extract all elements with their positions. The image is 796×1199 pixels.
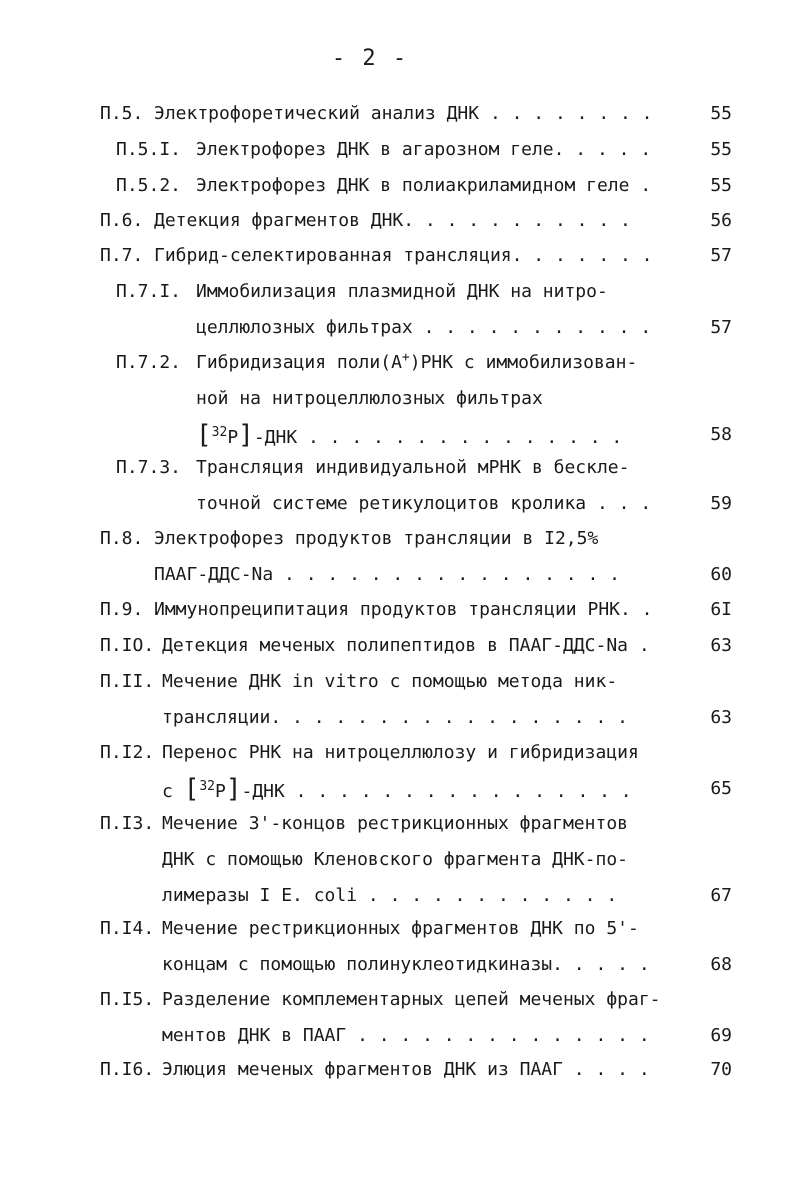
entry-title-line: Гибридизация поли(А+)РНК с иммобилизован- bbox=[196, 350, 638, 373]
toc-entry bbox=[100, 664, 732, 736]
entry-title: Электрофорез ДНК в агарозном геле. . . . . bbox=[196, 139, 652, 160]
entry-page: 57 bbox=[710, 245, 732, 266]
entry-title-line: ПААГ-ДДС-Na . . . . . . . . . . . . . . . . bbox=[154, 564, 620, 585]
entry-number: П.IO. bbox=[100, 635, 155, 656]
entry-number: П.6. bbox=[100, 210, 144, 231]
superscript: + bbox=[401, 350, 410, 365]
toc-entry bbox=[100, 911, 732, 983]
toc-entry bbox=[100, 132, 732, 168]
entry-page: 57 bbox=[710, 317, 732, 338]
entry-title-line: трансляции. . . . . . . . . . . . . . . . . bbox=[162, 707, 628, 728]
toc-entry bbox=[100, 806, 732, 914]
page-number: - 2 - bbox=[331, 46, 409, 71]
toc-entry bbox=[100, 238, 732, 274]
entry-number: П.5.2. bbox=[116, 175, 182, 196]
toc-entry bbox=[100, 735, 732, 807]
entry-number: П.I6. bbox=[100, 1059, 155, 1080]
entry-title-line: точной системе ретикулоцитов кролика . . . bbox=[196, 493, 652, 514]
entry-title-line: Разделение комплементарных цепей меченых фраг- bbox=[162, 989, 661, 1010]
entry-title-line: Перенос РНК на нитроцеллюлозу и гибридизация bbox=[162, 742, 639, 763]
toc-entry bbox=[100, 628, 732, 664]
toc-entry bbox=[100, 168, 732, 204]
entry-page: 58 bbox=[710, 424, 732, 445]
superscript: 32 bbox=[211, 425, 228, 440]
entry-title: Элюция меченых фрагментов ДНК из ПААГ . . . . bbox=[162, 1059, 650, 1080]
entry-page: 67 bbox=[710, 885, 732, 906]
entry-title: Детекция фрагментов ДНК. . . . . . . . . . . bbox=[154, 210, 631, 231]
entry-title-line: ной на нитроцеллюлозных фильтрах bbox=[196, 388, 543, 409]
entry-number: П.8. bbox=[100, 528, 144, 549]
entry-title-line: концам с помощью полинуклеотидкиназы. . . . . bbox=[162, 954, 650, 975]
entry-number: П.5. bbox=[100, 103, 144, 124]
toc-entry bbox=[100, 1052, 732, 1088]
entry-number: П.II. bbox=[100, 671, 155, 692]
entry-title-line: Иммобилизация плазмидной ДНК на нитро- bbox=[196, 281, 608, 302]
entry-page: 55 bbox=[710, 103, 732, 124]
toc-entry bbox=[100, 982, 732, 1054]
entry-title-line: Электрофорез продуктов трансляции в I2,5% bbox=[154, 528, 599, 549]
toc-entry bbox=[100, 521, 732, 593]
toc-entry bbox=[100, 345, 732, 453]
entry-page: 59 bbox=[710, 493, 732, 514]
entry-page: 6I bbox=[710, 599, 732, 620]
toc-entry bbox=[100, 96, 732, 132]
entry-title-line: Мечение ДНК in vitro с помощью метода ник- bbox=[162, 671, 618, 692]
entry-number: П.7.2. bbox=[116, 352, 182, 373]
entry-title: Электрофорез ДНК в полиакриламидном геле . bbox=[196, 175, 652, 196]
entry-title-line: Мечение 3'-концов рестрикционных фрагментов bbox=[162, 813, 628, 834]
entry-title-line: Трансляция индивидуальной мРНК в бескле- bbox=[196, 457, 630, 478]
entry-page: 65 bbox=[710, 778, 732, 799]
entry-title-line: с [$^{32}$Р]-ДНК . . . . . . . . . . . . . . . . bbox=[162, 774, 632, 804]
entry-title: Детекция меченых полипептидов в ПААГ-ДДС-Na . bbox=[162, 635, 650, 656]
entry-title-line: Мечение рестрикционных фрагментов ДНК по 5'- bbox=[162, 918, 639, 939]
entry-title-line: ДНК с помощью Кленовского фрагмента ДНК-по- bbox=[162, 849, 628, 870]
entry-number: П.7.3. bbox=[116, 457, 182, 478]
entry-number: П.7.I. bbox=[116, 281, 182, 302]
entry-page: 70 bbox=[710, 1059, 732, 1080]
entry-page: 63 bbox=[710, 635, 732, 656]
entry-number: П.I4. bbox=[100, 918, 155, 939]
entry-number: П.5.I. bbox=[116, 139, 182, 160]
entry-number: П.I2. bbox=[100, 742, 155, 763]
entry-page: 60 bbox=[710, 564, 732, 585]
toc-entry bbox=[100, 274, 732, 346]
entry-title: Электрофоретический анализ ДНК . . . . . . . . bbox=[154, 103, 653, 124]
superscript: 32 bbox=[199, 779, 215, 794]
toc-entry bbox=[100, 592, 732, 628]
entry-title: Иммунопреципитация продуктов трансляции РНК. . bbox=[154, 599, 653, 620]
entry-page: 56 bbox=[710, 210, 732, 231]
entry-page: 69 bbox=[710, 1025, 732, 1046]
entry-title-line: [$^{32}$Р]-ДНК . . . . . . . . . . . . . . . bbox=[196, 420, 623, 450]
entry-number: П.I3. bbox=[100, 813, 155, 834]
entry-page: 63 bbox=[710, 707, 732, 728]
entry-title: Гибрид-селектированная трансляция. . . . . . . bbox=[154, 245, 653, 266]
entry-title-line: ментов ДНК в ПААГ . . . . . . . . . . . . . . bbox=[162, 1025, 650, 1046]
toc-entry bbox=[100, 203, 732, 239]
entry-number: П.7. bbox=[100, 245, 144, 266]
entry-page: 68 bbox=[710, 954, 732, 975]
entry-title-line: целлюлозных фильтрах . . . . . . . . . . . bbox=[196, 317, 652, 338]
entry-title-line: лимеразы I E. coli . . . . . . . . . . . . bbox=[162, 885, 618, 906]
entry-number: П.I5. bbox=[100, 989, 155, 1010]
entry-number: П.9. bbox=[100, 599, 144, 620]
toc-entry bbox=[100, 450, 732, 522]
entry-page: 55 bbox=[710, 139, 732, 160]
entry-page: 55 bbox=[710, 175, 732, 196]
